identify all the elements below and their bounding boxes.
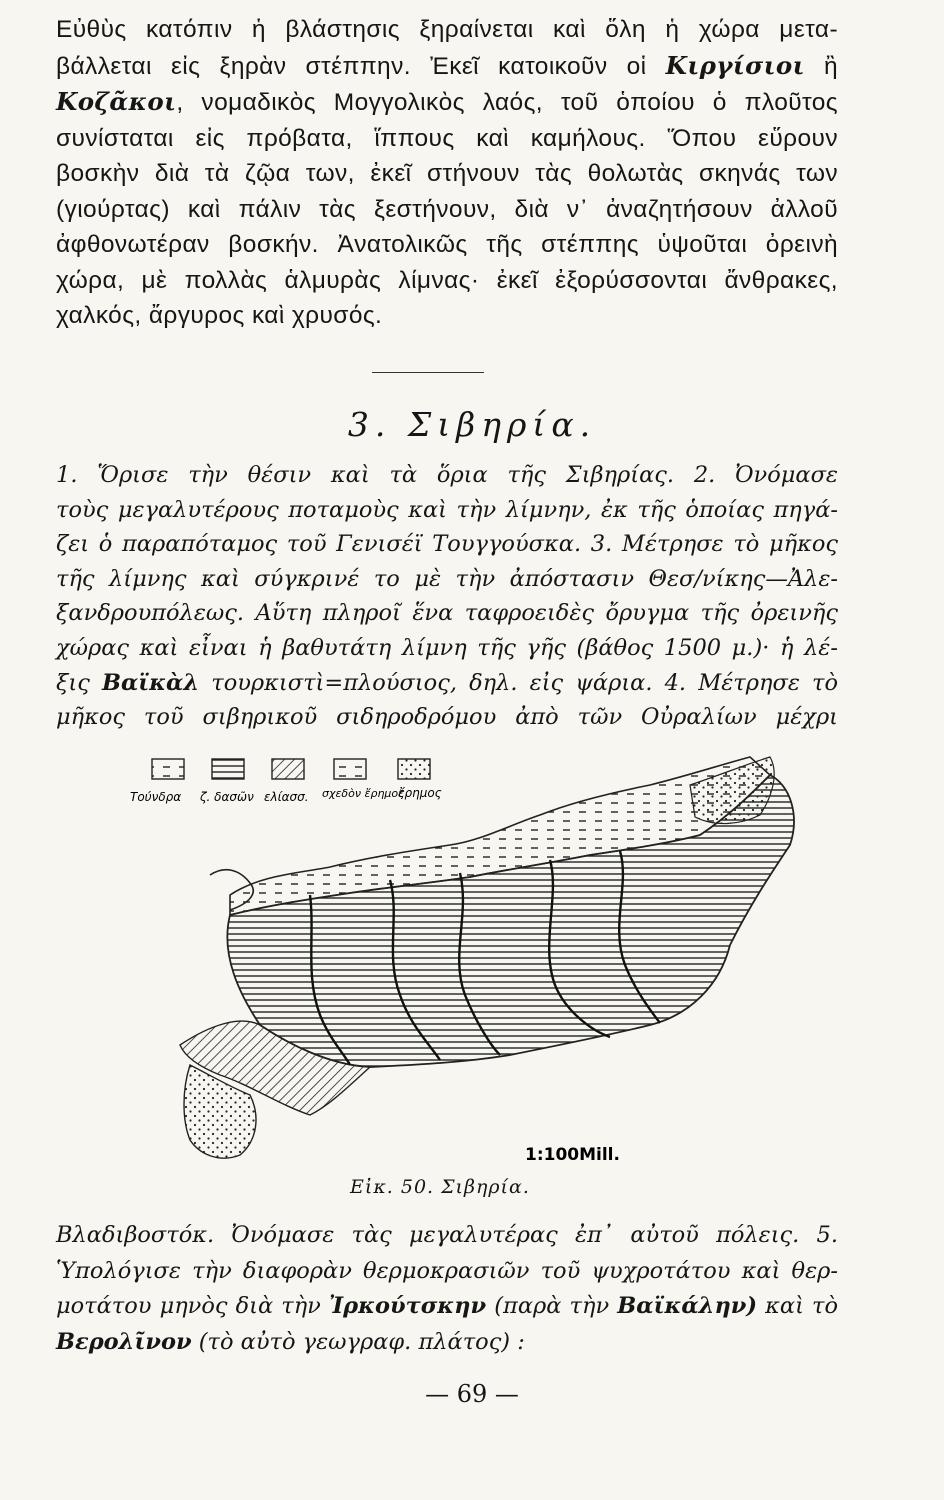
text-run: ἢ <box>823 52 838 80</box>
legend-label-forest: ζ. δασῶν <box>200 790 254 804</box>
text-line: χώρα, μὲ πολλὰς ἁλμυρὰς λίμνας· ἐκεῖ ἐξορύσσονται ἄνθρακες, <box>56 266 838 294</box>
text-line <box>56 84 838 121</box>
text-line <box>56 48 838 85</box>
text-line <box>56 666 838 701</box>
text-run: (παρὰ τὴν <box>494 1293 610 1319</box>
text-line: ἀφθονωτέραν βοσκήν. Ἀνατολικῶς τῆς στέππης ὑψοῦται ὀρεινὴ <box>56 231 838 258</box>
text-line: χαλκός, ἄργυρος καὶ χρυσός. <box>56 302 383 329</box>
siberia-map <box>130 745 850 1170</box>
paragraph-continued <box>56 1218 838 1360</box>
text-run: (τὸ αὐτὸ γεωγραφ. πλάτος) : <box>198 1328 525 1355</box>
legend-label-semidesert: σχεδὸν ἔρημος <box>322 787 405 800</box>
text-line: Ὑπολόγισε τὴν διαφορὰν θερμοκρασιῶν τοῦ ψυχροτάτου καὶ θερ- <box>56 1257 838 1284</box>
term-baikal-lake: Βαϊκάλην) <box>617 1293 758 1319</box>
map-legend <box>130 759 442 804</box>
legend-label-desert: ἔρημος <box>398 786 442 800</box>
text-line: ξανδρουπόλεως. Αὕτη πληροῖ ἕνα ταφροειδὲς ὄρυγμα τῆς ὀρεινῆς <box>56 600 838 627</box>
legend-label-tundra: Τούνδρα <box>130 790 182 804</box>
text-line: τοὺς μεγαλυτέρους ποταμοὺς καὶ τὴν λίμνην, ἐκ τῆς ὁποίας πηγά- <box>56 496 838 523</box>
paragraph-steppe <box>56 12 838 334</box>
text-line: μῆκος τοῦ σιβηρικοῦ σιδηροδρόμου ἀπὸ τῶν Οὐραλίων μέχρι <box>56 704 838 731</box>
term-kirghiz: Κιργίσιοι <box>665 50 805 80</box>
text-run: μοτάτου μηνὸς διὰ τὴν <box>56 1293 321 1319</box>
text-line: χώρας καὶ εἶναι ἡ βαθυτάτη λίμνη τῆς γῆς (βάθος 1500 μ.)· ἡ λέ- <box>56 634 838 661</box>
text-line: Βλαδιβοστόκ. Ὀνόμασε τὰς μεγαλυτέρας ἐπ᾽ αὐτοῦ πόλεις. 5. <box>56 1222 838 1248</box>
section-divider <box>372 372 484 373</box>
term-irkutsk: Ἰρκούτσκην <box>328 1293 487 1319</box>
text-run: καὶ τὸ <box>765 1293 839 1319</box>
text-line <box>56 1289 838 1325</box>
legend-label-steppe: ελίασσ. <box>264 790 309 804</box>
text-line: 1. Ὅρισε τὴν θέσιν καὶ τὰ ὅρια τῆς Σιβηρίας. 2. Ὀνόμασε <box>56 462 838 488</box>
text-line: Εὐθὺς κατόπιν ἡ βλάστησις ξηραίνεται καὶ ὅλη ἡ χώρα μετα- <box>56 16 838 43</box>
text-run: βάλλεται εἰς ξηρὰν στέππην. Ἐκεῖ κατοικοῦν οἱ <box>56 52 647 80</box>
text-run: τουρκιστὶ=πλούσιος, δηλ. εἰς ψάρια. 4. Μέτρησε τὸ <box>211 669 839 696</box>
term-berlin: Βερολῖνον <box>56 1328 192 1355</box>
map-scale: 1:100Mill. <box>525 1145 620 1165</box>
text-line: βοσκὴν διὰ τὰ ζῷα των, ἐκεῖ στήνουν τὰς θολωτὰς σκηνάς των <box>56 160 838 187</box>
section-heading: 3. Σιβηρία. <box>347 405 597 444</box>
text-run: , νομαδικὸς Μογγολικὸς λαός, τοῦ ὁποίου ὁ πλοῦτος <box>176 89 838 116</box>
paragraph-exercises <box>56 458 838 735</box>
text-line: (γιούρτας) καὶ πάλιν τὰς ξεστήνουν, διὰ ν᾽ ἀναζητήσουν ἀλλοῦ <box>56 195 838 223</box>
text-line <box>56 1325 838 1361</box>
text-run: ξις <box>56 669 90 696</box>
figure-caption: Εἰκ. 50. Σιβηρία. <box>350 1176 530 1198</box>
term-kazakhs: Κοζᾶκοι <box>56 87 177 116</box>
page-number: — 69 — <box>425 1380 519 1408</box>
text-line: τῆς λίμνης καὶ σύγκρινέ το μὲ τὴν ἀπόστασιν Θεσ/νίκης—Ἀλε- <box>56 565 838 592</box>
text-line: συνίσταται εἰς πρόβατα, ἵππους καὶ καμήλους. Ὅπου εὕρουν <box>56 124 838 152</box>
text-line: ζει ὁ παραπόταμος τοῦ Γενισέϊ Τουγγούσκα. 3. Μέτρησε τὸ μῆκος <box>56 531 838 558</box>
term-baikal: Βαϊκὰλ <box>101 669 200 696</box>
